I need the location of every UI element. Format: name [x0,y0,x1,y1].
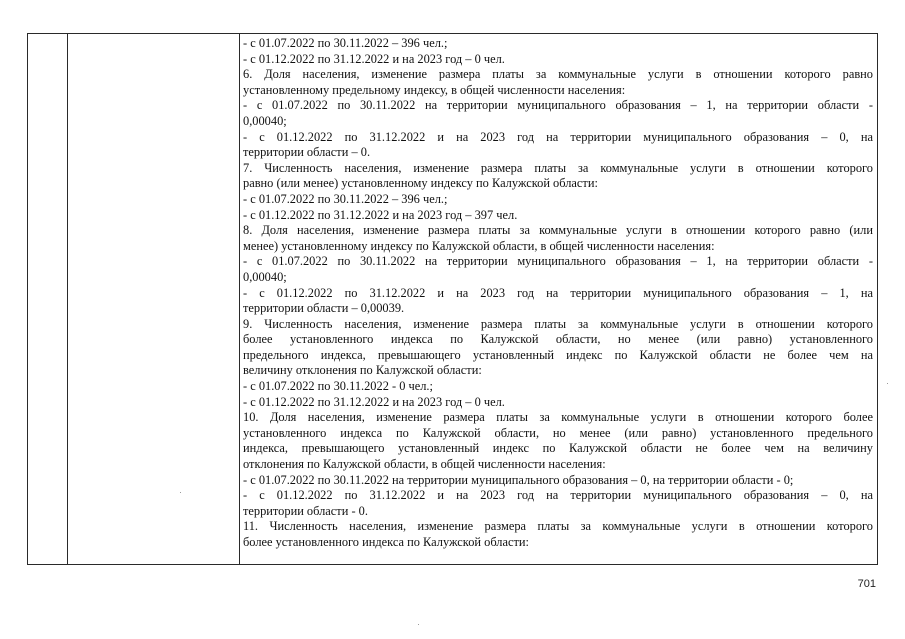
text-line: - с 01.07.2022 по 30.11.2022 на территории муниципального образования – 1, на территории области - [243,254,873,269]
text-line: величину отклонения по Калужской области: [243,363,482,378]
scan-speck [887,383,888,384]
text-line: - с 01.12.2022 по 31.12.2022 и на 2023 год на территории муниципального образования – 1, на [243,285,873,300]
text-line: отклонения по Калужской области, в общей численности населения: [243,457,606,472]
table-cell-number [28,34,68,565]
text-line: - с 01.07.2022 по 30.11.2022 на территории муниципального образования – 0, на территории области - 0; [243,472,794,487]
text-line: - с 01.07.2022 по 30.11.2022 - 0 чел.; [243,379,433,394]
text-line: - с 01.07.2022 по 30.11.2022 – 396 чел.; [243,191,448,206]
text-line: установленного индекса по Калужской области, но менее (или равно) установленного предельного [243,425,873,440]
table-row [28,34,878,565]
text-line: менее) установленному индексу по Калужской области, в общей численности населения: [243,238,715,253]
text-line: - с 01.12.2022 по 31.12.2022 и на 2023 год на территории муниципального образования – 0, на [243,129,873,144]
table-cell-text [240,34,878,565]
text-line: предельного индекса, превышающего установленный индекс по Калужской области не более чем на [243,347,873,362]
text-line: территории области – 0. [243,145,371,160]
text-line: 10. Доля населения, изменение размера платы за коммунальные услуги в отношении которого более [243,410,873,425]
table-cell-indicator [68,34,240,565]
text-line: более установленного индекса по Калужской области: [243,535,529,549]
text-line: - с 01.07.2022 по 30.11.2022 – 396 чел.; [243,36,448,50]
text-line: более установленного индекса по Калужской области, но менее (или равно) установленного [243,332,873,347]
text-line: - с 01.12.2022 по 31.12.2022 и на 2023 год – 397 чел. [243,207,518,222]
text-line: 8. Доля населения, изменение размера платы за коммунальные услуги в отношении которого равно (или [243,223,873,238]
text-line: территории области - 0. [243,503,368,518]
text-line: 6. Доля населения, изменение размера платы за коммунальные услуги в отношении которого равно [243,67,873,82]
scan-speck [180,492,181,493]
text-line: 0,00040; [243,113,287,128]
cell-text-block [240,34,877,551]
text-line: - с 01.12.2022 по 31.12.2022 и на 2023 год – 0 чел. [243,51,505,66]
scan-speck [418,624,419,625]
text-line: индекса, превышающего установленный индекс по Калужской области не более чем на величину [243,441,873,456]
text-line: территории области – 0,00039. [243,301,405,316]
text-line: - с 01.12.2022 по 31.12.2022 и на 2023 год на территории муниципального образования – 0, на [243,488,873,503]
text-line: установленному предельному индексу, в общей численности населения: [243,82,626,97]
text-line: - с 01.12.2022 по 31.12.2022 и на 2023 год – 0 чел. [243,394,505,409]
text-line: - с 01.07.2022 по 30.11.2022 на территории муниципального образования – 1, на территории области - [243,98,873,113]
text-line: 7. Численность населения, изменение размера платы за коммунальные услуги в отношении которого [243,160,873,175]
text-line: равно (или менее) установленному индексу по Калужской области: [243,176,598,191]
document-table [27,33,878,565]
text-line: 9. Численность населения, изменение размера платы за коммунальные услуги в отношении которого [243,316,873,331]
page-number: 701 [857,578,876,590]
text-line: 0,00040; [243,269,287,284]
text-line: 11. Численность населения, изменение размера платы за коммунальные услуги в отношении которого [243,519,873,534]
